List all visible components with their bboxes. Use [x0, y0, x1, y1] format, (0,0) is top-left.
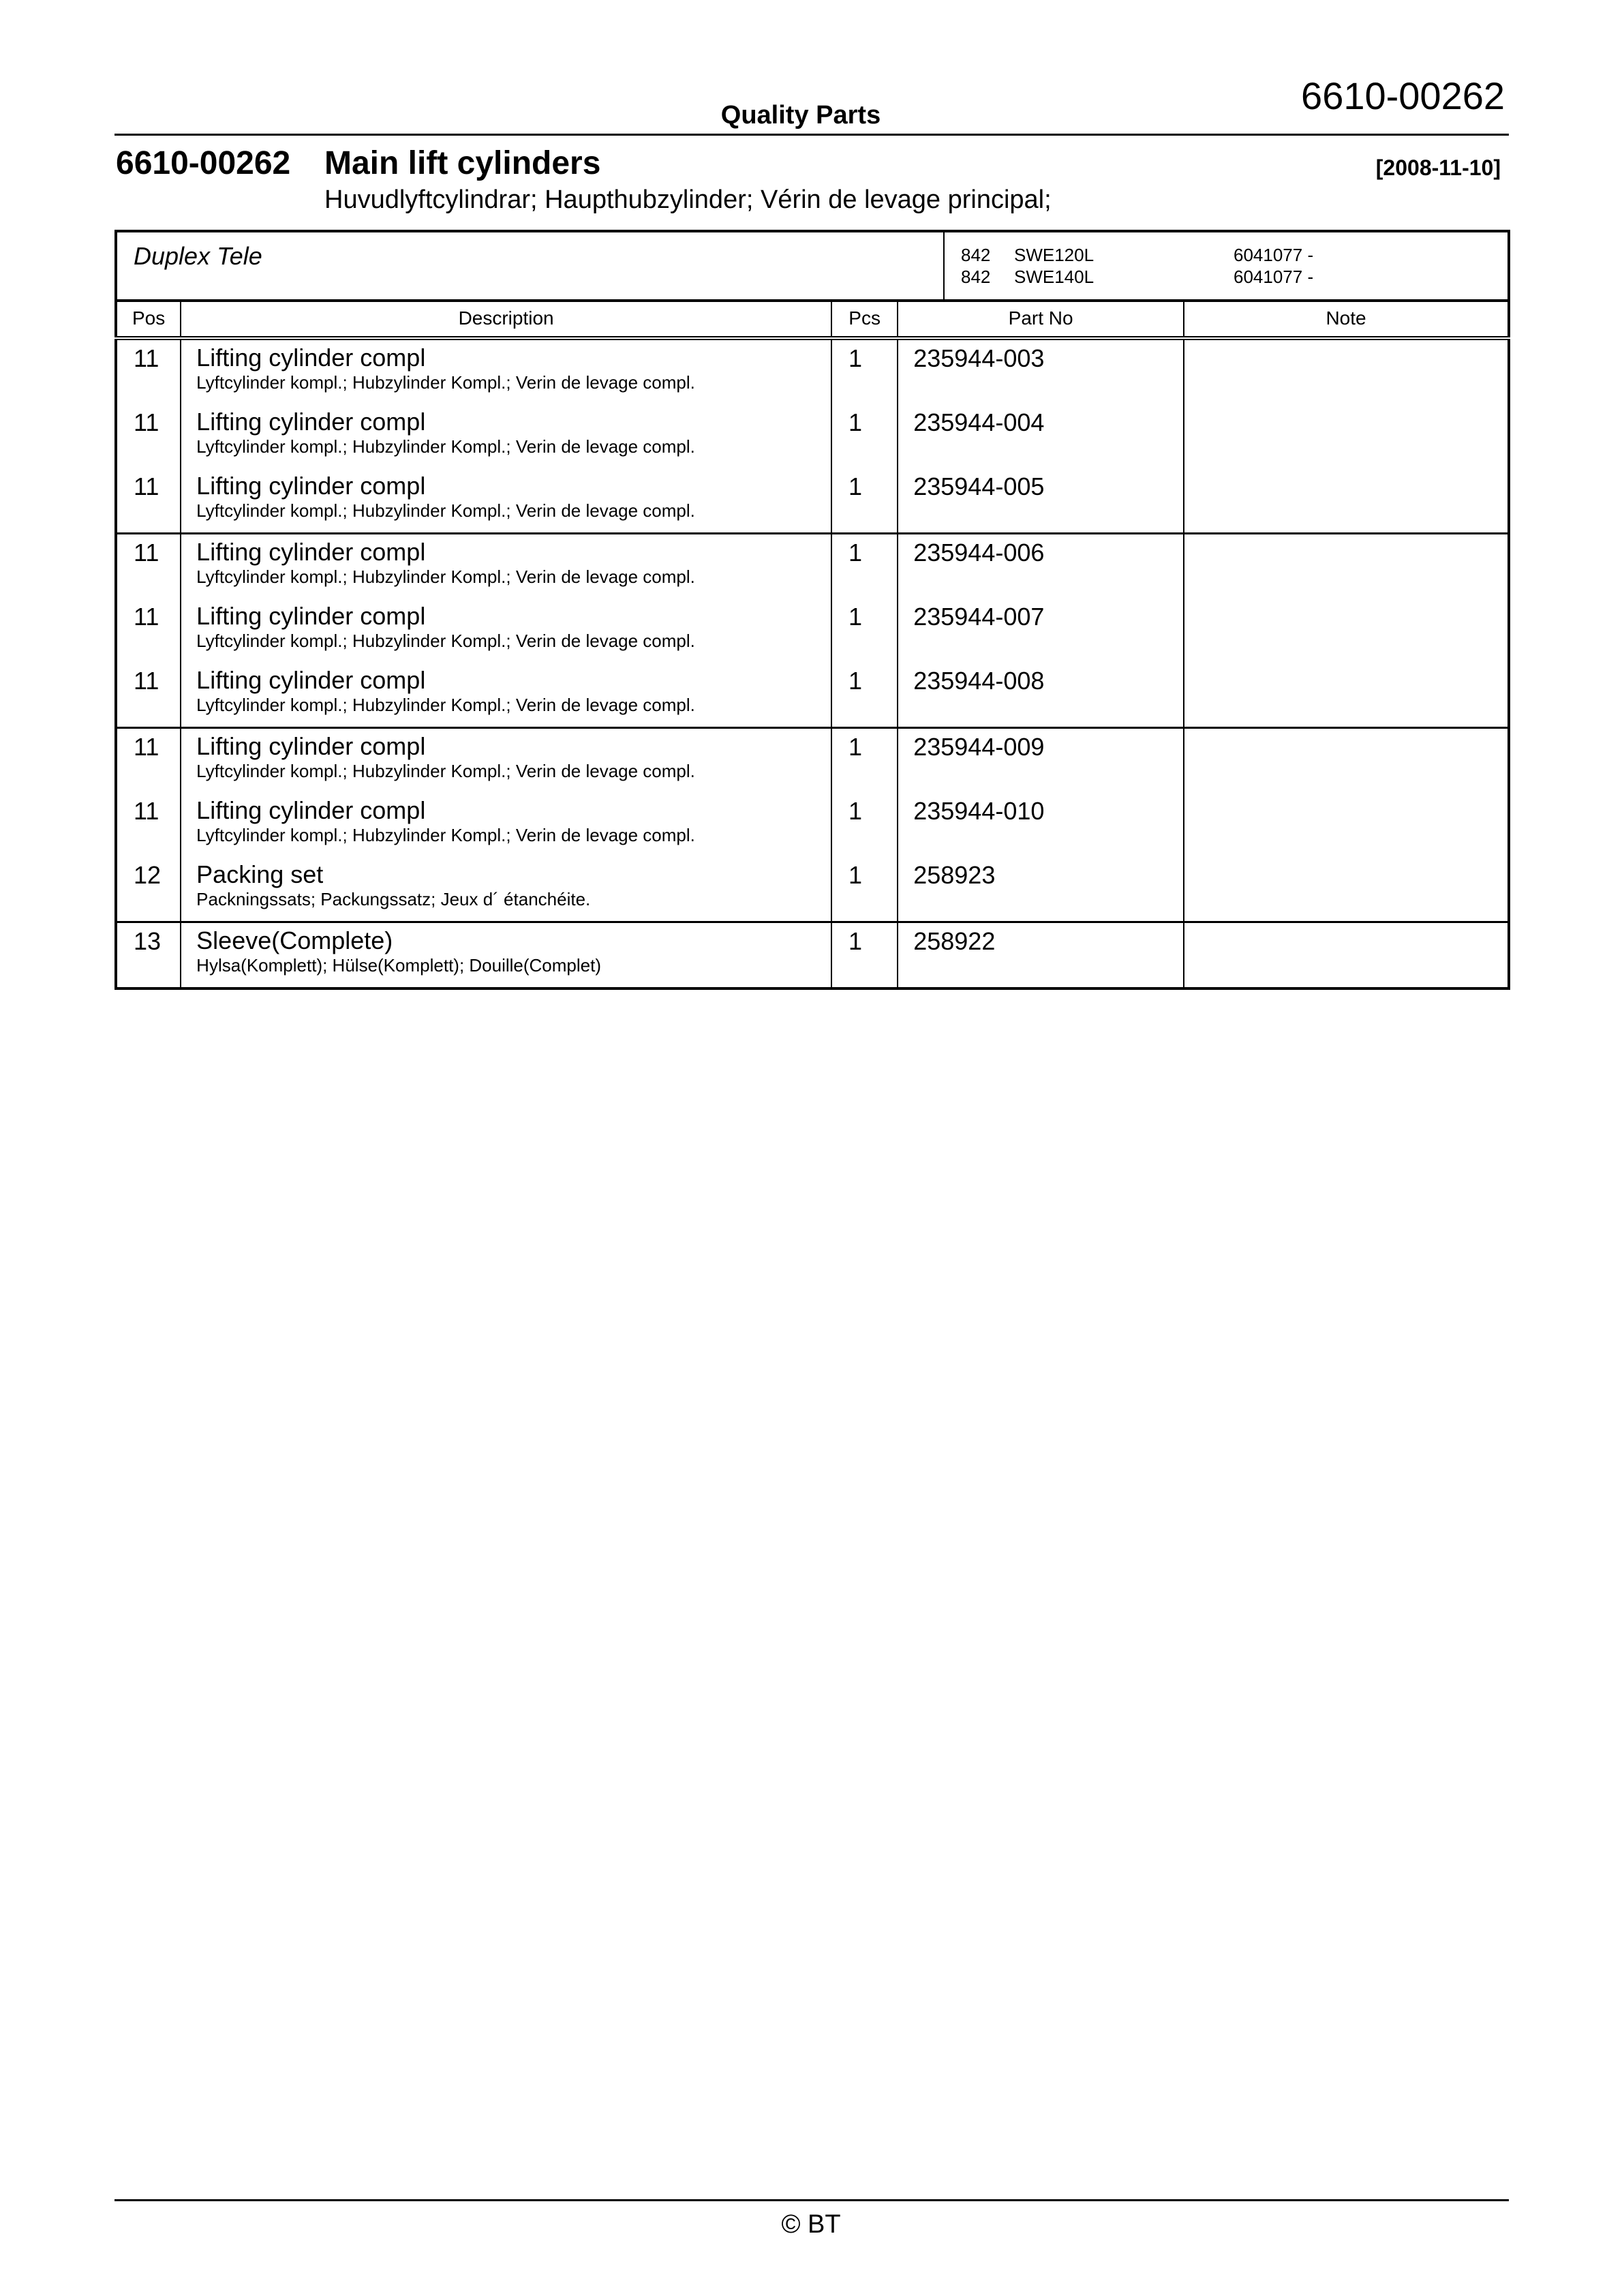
- cell-part-no: 258923: [898, 857, 1184, 922]
- description-translations: Lyftcylinder kompl.; Hubzylinder Kompl.; Verin de levage compl.: [196, 567, 695, 587]
- description-main: Lifting cylinder compl: [196, 344, 426, 372]
- cell-description: [181, 857, 831, 922]
- model-code: 842: [961, 245, 991, 265]
- description-main: Lifting cylinder compl: [196, 666, 426, 694]
- column-header-description: Description: [181, 301, 831, 338]
- model-type: SWE120L: [1014, 245, 1095, 265]
- model-name: Duplex Tele: [134, 242, 262, 270]
- cell-pos: 11: [116, 468, 181, 534]
- cell-part-no: 235944-005: [898, 468, 1184, 534]
- cell-note: [1184, 922, 1509, 989]
- cell-pos: 11: [116, 404, 181, 468]
- cell-pcs: 1: [831, 922, 898, 989]
- description-main: Lifting cylinder compl: [196, 796, 426, 824]
- cell-description: [181, 922, 831, 989]
- cell-description: [181, 599, 831, 663]
- footer-copyright: © BT: [781, 2210, 841, 2239]
- cell-note: [1184, 857, 1509, 922]
- section-title: Main lift cylinders: [324, 145, 601, 181]
- cell-pcs: 1: [831, 663, 898, 728]
- table-row: [116, 534, 1509, 599]
- cell-pcs: 1: [831, 338, 898, 404]
- model-box: [114, 230, 1510, 302]
- cell-note: [1184, 338, 1509, 404]
- table-row: [116, 728, 1509, 794]
- cell-part-no: 235944-010: [898, 793, 1184, 857]
- description-translations: Lyftcylinder kompl.; Hubzylinder Kompl.; Verin de levage compl.: [196, 500, 695, 521]
- cell-part-no: 235944-006: [898, 534, 1184, 599]
- cell-description: [181, 404, 831, 468]
- model-type: SWE140L: [1014, 267, 1095, 287]
- cell-note: [1184, 599, 1509, 663]
- cell-pos: 11: [116, 793, 181, 857]
- description-translations: Lyftcylinder kompl.; Hubzylinder Kompl.; Verin de levage compl.: [196, 372, 695, 393]
- description-translations: Lyftcylinder kompl.; Hubzylinder Kompl.; Verin de levage compl.: [196, 761, 695, 781]
- cell-pcs: 1: [831, 857, 898, 922]
- table-row: [116, 922, 1509, 989]
- cell-part-no: 258922: [898, 922, 1184, 989]
- table-header-row: [116, 301, 1509, 338]
- cell-note: [1184, 793, 1509, 857]
- cell-description: [181, 793, 831, 857]
- model-serial: 6041077 -: [1234, 245, 1314, 265]
- cell-part-no: 235944-007: [898, 599, 1184, 663]
- description-translations: Lyftcylinder kompl.; Hubzylinder Kompl.; Verin de levage compl.: [196, 695, 695, 715]
- column-header-note: Note: [1184, 301, 1509, 338]
- cell-part-no: 235944-004: [898, 404, 1184, 468]
- description-main: Lifting cylinder compl: [196, 538, 426, 566]
- description-translations: Lyftcylinder kompl.; Hubzylinder Kompl.; Verin de levage compl.: [196, 631, 695, 651]
- cell-pcs: 1: [831, 404, 898, 468]
- table-row: [116, 793, 1509, 857]
- description-translations: Lyftcylinder kompl.; Hubzylinder Kompl.; Verin de levage compl.: [196, 825, 695, 845]
- table-row: [116, 338, 1509, 404]
- cell-note: [1184, 468, 1509, 534]
- table-row: [116, 663, 1509, 728]
- footer-divider: [114, 2199, 1509, 2201]
- parts-table: [114, 301, 1510, 990]
- cell-pos: 11: [116, 534, 181, 599]
- cell-note: [1184, 404, 1509, 468]
- cell-pos: 11: [116, 663, 181, 728]
- cell-note: [1184, 534, 1509, 599]
- column-header-part-no: Part No: [898, 301, 1184, 338]
- model-code: 842: [961, 267, 991, 287]
- table-row: [116, 599, 1509, 663]
- cell-pos: 11: [116, 728, 181, 794]
- description-main: Lifting cylinder compl: [196, 408, 426, 436]
- cell-description: [181, 728, 831, 794]
- description-main: Lifting cylinder compl: [196, 602, 426, 630]
- cell-pcs: 1: [831, 793, 898, 857]
- cell-part-no: 235944-008: [898, 663, 1184, 728]
- description-translations: Lyftcylinder kompl.; Hubzylinder Kompl.; Verin de levage compl.: [196, 436, 695, 457]
- cell-pcs: 1: [831, 728, 898, 794]
- cell-pos: 11: [116, 338, 181, 404]
- cell-pos: 12: [116, 857, 181, 922]
- description-main: Sleeve(Complete): [196, 926, 393, 954]
- cell-description: [181, 468, 831, 534]
- model-serial: 6041077 -: [1234, 267, 1314, 287]
- table-row: [116, 857, 1509, 922]
- section-number: 6610-00262: [116, 145, 291, 181]
- cell-note: [1184, 728, 1509, 794]
- description-main: Lifting cylinder compl: [196, 472, 426, 500]
- description-translations: Packningssats; Packungssatz; Jeux d´ étanchéite.: [196, 889, 591, 909]
- section-date: [2008-11-10]: [1375, 155, 1501, 180]
- cell-description: [181, 338, 831, 404]
- cell-note: [1184, 663, 1509, 728]
- table-row: [116, 404, 1509, 468]
- column-header-pos: Pos: [116, 301, 181, 338]
- column-header-pcs: Pcs: [831, 301, 898, 338]
- cell-description: [181, 534, 831, 599]
- cell-description: [181, 663, 831, 728]
- cell-pos: 11: [116, 599, 181, 663]
- description-translations: Hylsa(Komplett); Hülse(Komplett); Douille(Complet): [196, 955, 602, 976]
- section-subtitle: Huvudlyftcylindrar; Haupthubzylinder; Vérin de levage principal;: [324, 185, 1052, 214]
- cell-pos: 13: [116, 922, 181, 989]
- cell-pcs: 1: [831, 534, 898, 599]
- description-main: Lifting cylinder compl: [196, 732, 426, 760]
- cell-pcs: 1: [831, 468, 898, 534]
- header-title: Quality Parts: [720, 101, 881, 130]
- header-divider: [114, 134, 1509, 136]
- description-main: Packing set: [196, 860, 324, 888]
- document-number: 6610-00262: [1301, 74, 1505, 117]
- cell-part-no: 235944-003: [898, 338, 1184, 404]
- cell-pcs: 1: [831, 599, 898, 663]
- model-box-divider: [943, 232, 945, 299]
- table-row: [116, 468, 1509, 534]
- cell-part-no: 235944-009: [898, 728, 1184, 794]
